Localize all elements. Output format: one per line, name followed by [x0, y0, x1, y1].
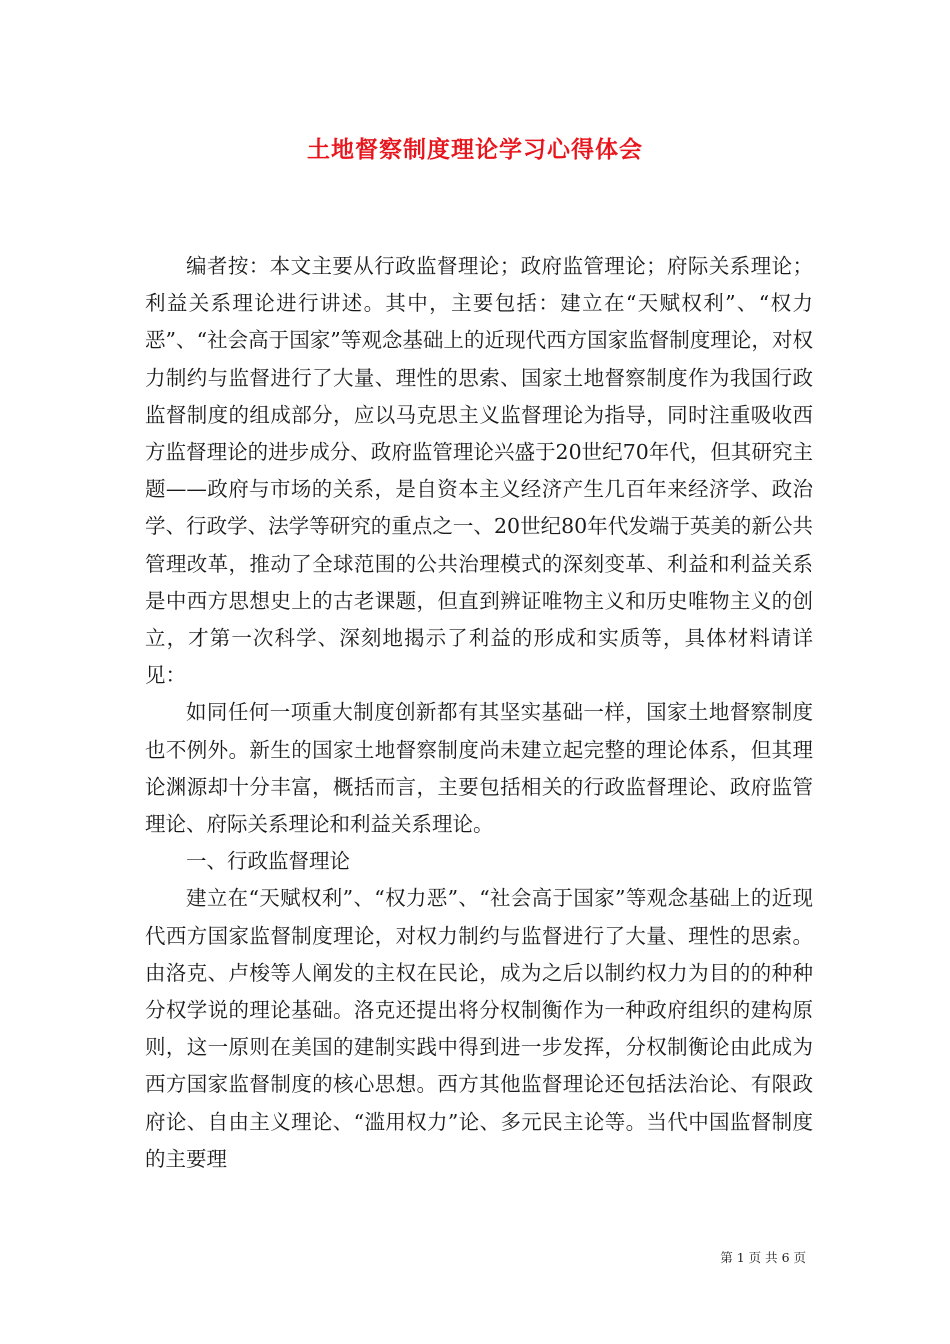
paragraph-intro: 如同任何一项重大制度创新都有其坚实基础一样，国家土地督察制度也不例外。新生的国家土地督察制度尚未建立起完整的理论体系，但其理论渊源却十分丰富，概括而言，主要包括相关的行政监督理论、政府监管理论、府际关系理论和利益关系理论。	[145, 700, 813, 837]
page-number: 第 1 页 共 6 页	[720, 1250, 806, 1265]
paragraph-administrative-supervision: 建立在“天赋权利”、“权力恶”、“社会高于国家”等观念基础上的近现代西方国家监督制度理论，对权力制约与监督进行了大量、理性的思索。由洛克、卢梭等人阐发的主权在民论，成为之后以制约权力为目的的种种分权学说的理论基础。洛克还提出将分权制衡作为一种政府组织的建构原则，这一原则在美国的建制实践中得到进一步发挥，分权制衡论由此成为西方国家监督制度的核心思想。西方其他监督理论还包括法治论、有限政府论、自由主义理论、“滥用权力”论、多元民主论等。当代中国监督制度的主要理	[145, 886, 813, 1171]
paragraph-editor-note: 编者按：本文主要从行政监督理论；政府监管理论；府际关系理论；利益关系理论进行讲述。其中，主要包括：建立在“天赋权利”、“权力恶”、“社会高于国家”等观念基础上的近现代西方国家监督制度理论，对权力制约与监督进行了大量、理性的思索、国家土地督察制度作为我国行政监督制度的组成部分，应以马克思主义监督理论为指导，同时注重吸收西方监督理论的进步成分、政府监管理论兴盛于20世纪70年代，但其研究主题——政府与市场的关系，是自资本主义经济产生几百年来经济学、政治学、行政学、法学等研究的重点之一、20世纪80年代发端于英美的新公共管理改革，推动了全球范围的公共治理模式的深刻变革、利益和利益关系是中西方思想史上的古老课题，但直到辨证唯物主义和历史唯物主义的创立，才第一次科学、深刻地揭示了利益的形成和实质等，具体材料请详见：	[145, 254, 813, 688]
document-title: 土地督察制度理论学习心得体会	[307, 136, 643, 163]
section-heading-administrative-supervision: 一、行政监督理论	[186, 849, 350, 874]
document-body	[145, 248, 813, 1178]
